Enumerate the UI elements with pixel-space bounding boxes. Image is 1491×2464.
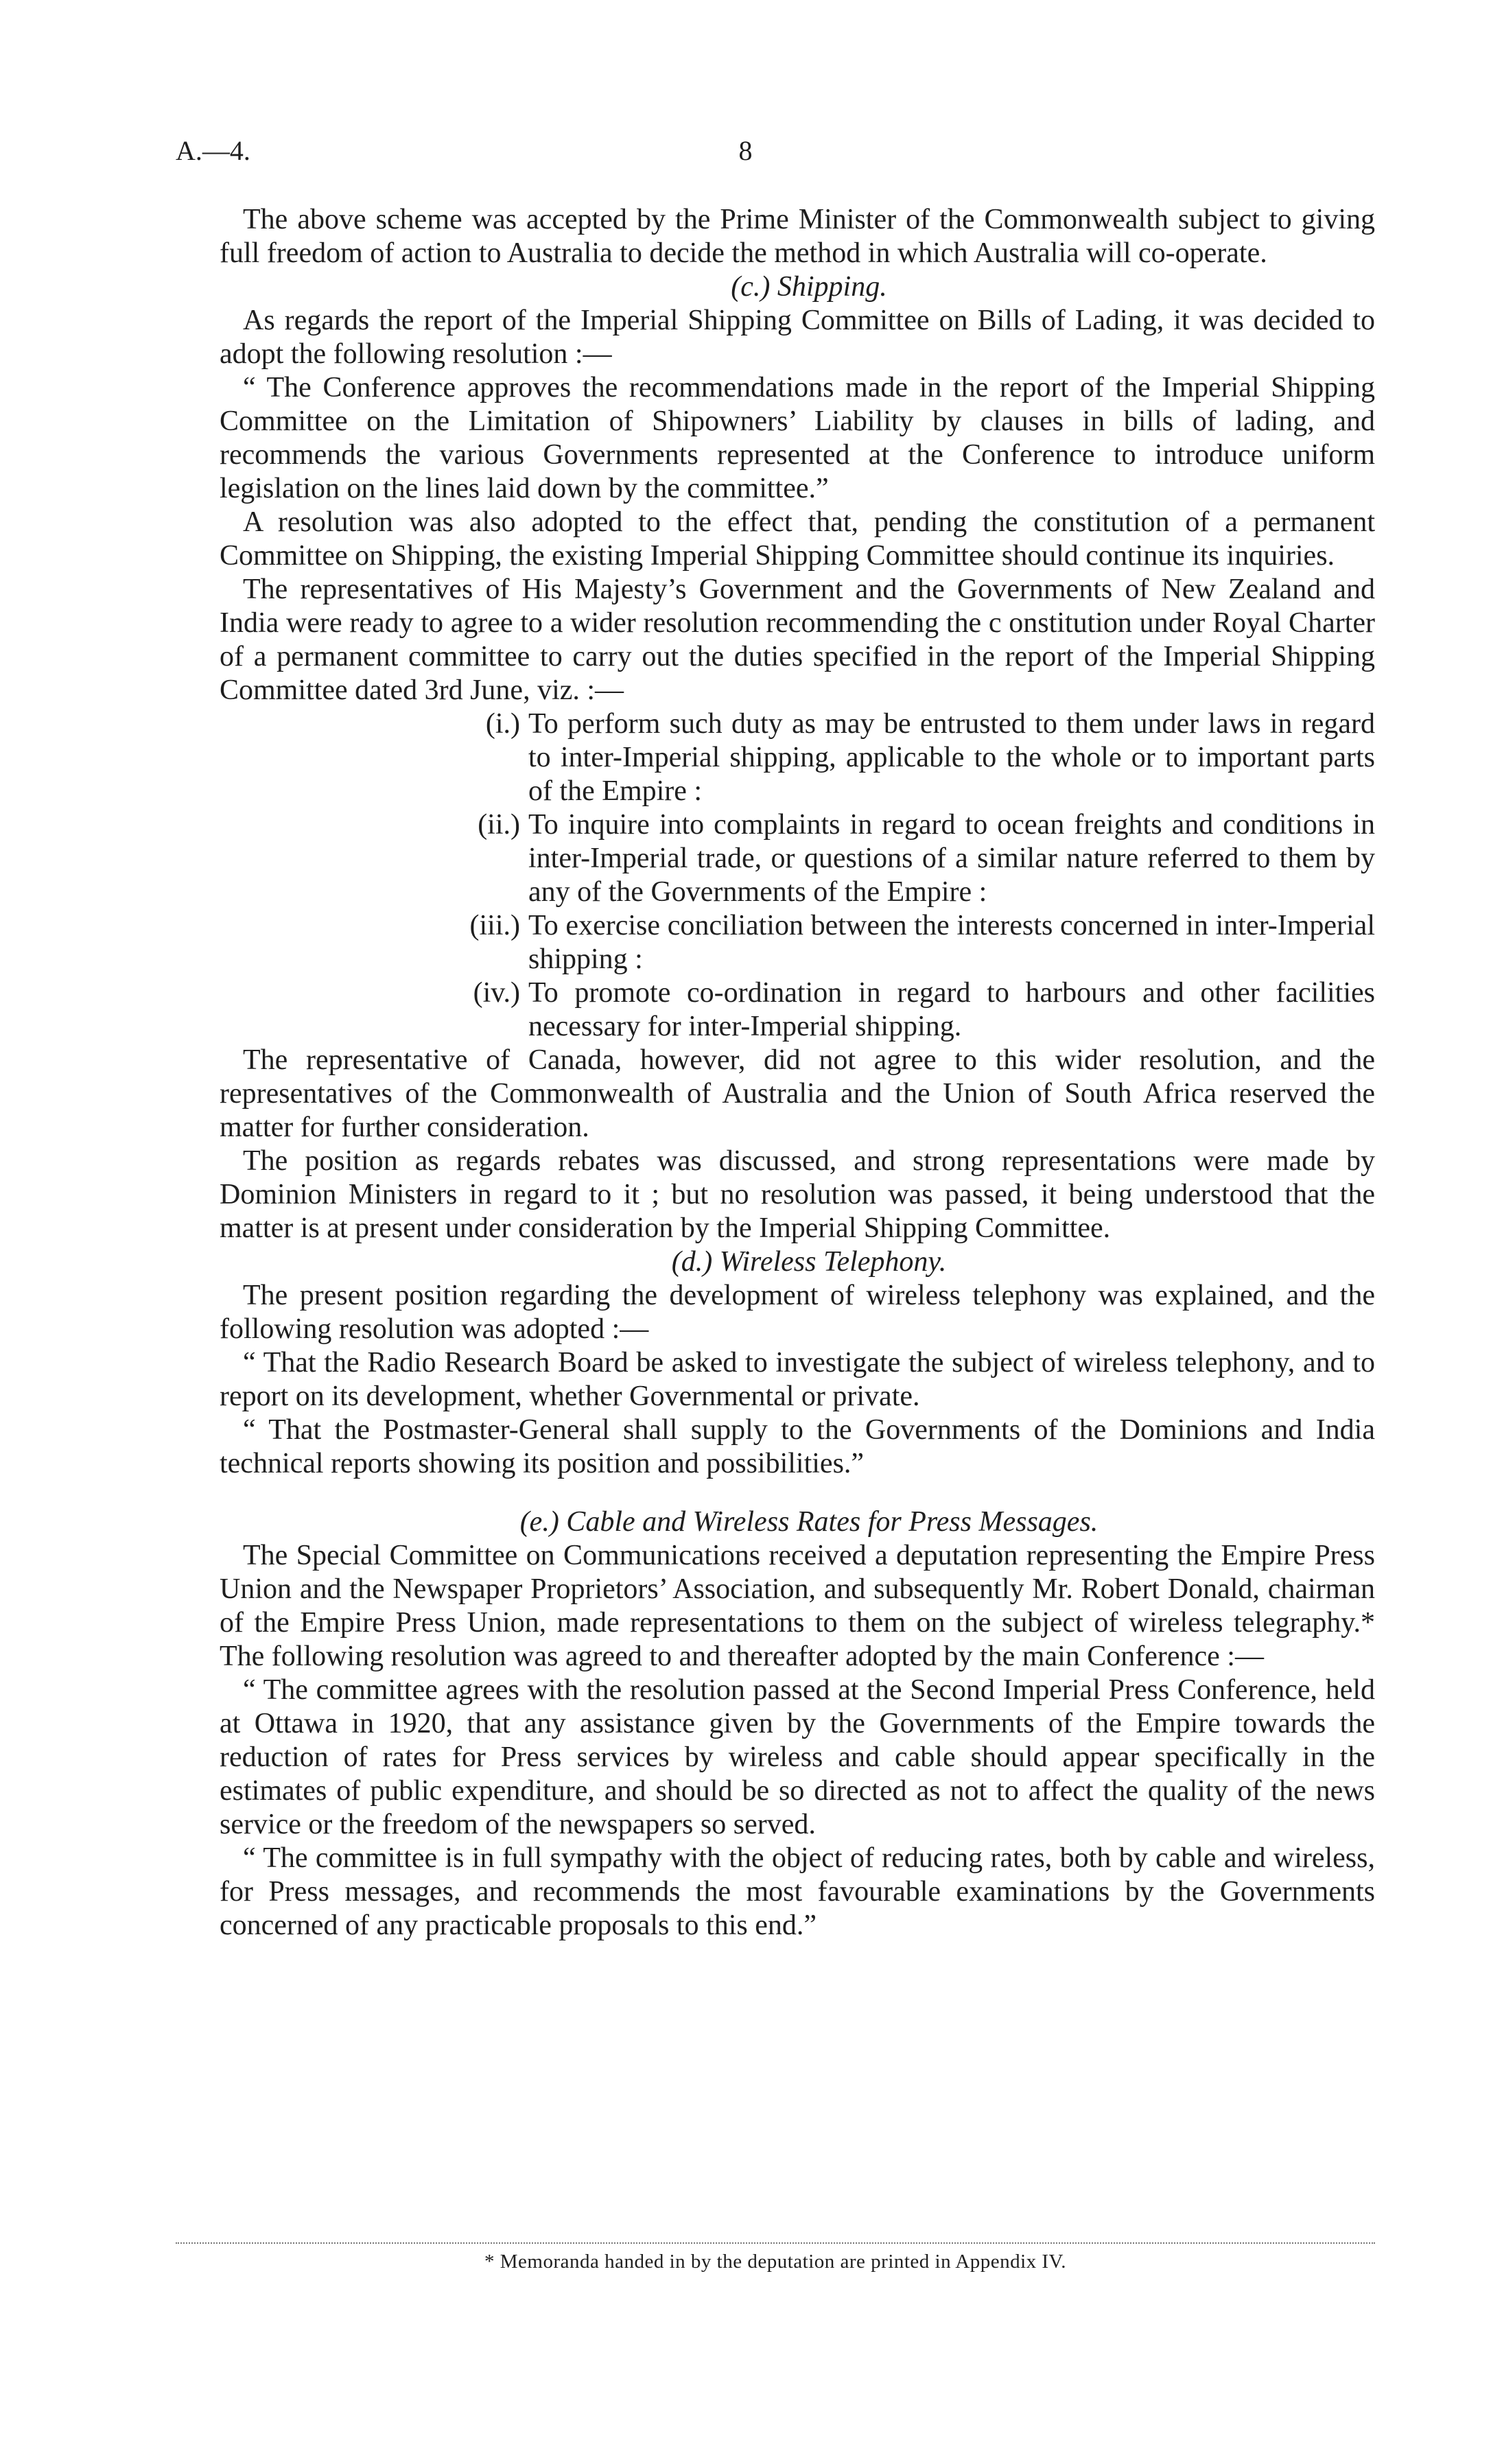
- duties-list: [220, 707, 1375, 1044]
- quoted-resolution: “ That the Radio Research Board be asked to investigate the subject of wireless telephony, and to report on its development, whether Governmental or private.: [220, 1347, 1375, 1412]
- paragraph: The present position regarding the development of wireless telephony was explained, and the following resolution was adopted :—: [220, 1280, 1375, 1345]
- section-heading-shipping: (c.) Shipping.: [731, 271, 887, 303]
- document-reference: A.—4.: [176, 135, 250, 166]
- section-heading-press-rates: (e.) Cable and Wireless Rates for Press Messages.: [519, 1506, 1099, 1538]
- quoted-resolution: “ The Conference approves the recommendations made in the report of the Imperial Shipping Committee on the Limitation of Shipowners’ Liability by clauses in bills of lading, and recommends the various Governments represented at the Conference to introduce uniform legislation on the lines laid down by the committee.”: [220, 372, 1375, 504]
- page-number: 8: [738, 135, 753, 166]
- footnote-divider: [176, 2242, 1375, 2244]
- list-item-text: To inquire into complaints in regard to ocean freights and conditions in inter-Imperial trade, or questions of a similar nature referred to them by any of the Governments of the Empire :: [528, 809, 1375, 908]
- quoted-resolution: “ That the Postmaster-General shall supply to the Governments of the Dominions and India technical reports showing its position and possibilities.”: [220, 1414, 1375, 1479]
- page-header: [176, 134, 1315, 176]
- paragraph: The position as regards rebates was discussed, and strong representations were made by Dominion Ministers in regard to it ; but no resolution was passed, it being understood that the matter is at present under consideration by the Imperial Shipping Committee.: [220, 1145, 1375, 1244]
- paragraph: The representative of Canada, however, did not agree to this wider resolution, and the representatives of the Commonwealth of Australia and the Union of South Africa reserved the matter for further consideration.: [220, 1044, 1375, 1143]
- paragraph: The above scheme was accepted by the Prime Minister of the Commonwealth subject to giving full freedom of action to Australia to decide the method in which Australia will co-operate.: [220, 204, 1375, 269]
- list-item-number: (iii.): [469, 910, 520, 941]
- list-item: [424, 707, 1375, 808]
- list-item: [424, 976, 1375, 1044]
- list-item-number: (i.): [485, 708, 520, 740]
- list-item-text: To promote co-ordination in regard to harbours and other facilities necessary for inter-Imperial shipping.: [528, 977, 1375, 1042]
- paragraph: The representatives of His Majesty’s Government and the Governments of New Zealand and India were ready to agree to a wider resolution recommending the c onstitution under Royal Charter of a permanent committee to carry out the duties specified in the report of the Imperial Shipping Committee dated 3rd June, viz. :—: [220, 574, 1375, 706]
- paragraph: The Special Committee on Communications received a deputation representing the Empire Press Union and the Newspaper Proprietors’ Association, and subsequently Mr. Robert Donald, chairman of the Empire Press Union, made representations to them on the subject of wireless telegraphy.* The following resolution was agreed to and thereafter adopted by the main Conference :—: [220, 1540, 1375, 1672]
- quoted-resolution: “ The committee is in full sympathy with the object of reducing rates, both by cable and wireless, for Press messages, and recommends the most favourable examinations by the Governments concerned of any practicable proposals to this end.”: [220, 1842, 1375, 1941]
- paragraph: As regards the report of the Imperial Shipping Committee on Bills of Lading, it was decided to adopt the following resolution :—: [220, 305, 1375, 370]
- document-body: [220, 203, 1375, 1943]
- list-item: [424, 808, 1375, 909]
- footnote: * Memoranda handed in by the deputation are printed in Appendix IV.: [484, 2251, 1066, 2273]
- section-heading-wireless-telephony: (d.) Wireless Telephony.: [671, 1246, 947, 1278]
- list-item-text: To perform such duty as may be entrusted to them under laws in regard to inter-Imperial shipping, applicable to the whole or to important parts of the Empire :: [528, 708, 1375, 807]
- list-item-number: (iv.): [473, 977, 520, 1009]
- list-item-text: To exercise conciliation between the interests concerned in inter-Imperial shipping :: [528, 910, 1375, 975]
- list-item-number: (ii.): [478, 809, 520, 841]
- quoted-resolution: “ The committee agrees with the resolution passed at the Second Imperial Press Conference, held at Ottawa in 1920, that any assistance given by the Governments of the Empire towards the reduction of rates for Press services by wireless and cable should appear specifically in the estimates of public expenditure, and should be so directed as not to affect the quality of the news service or the freedom of the newspapers so served.: [220, 1674, 1375, 1840]
- list-item: [424, 909, 1375, 976]
- paragraph: A resolution was also adopted to the effect that, pending the constitution of a permanent Committee on Shipping, the existing Imperial Shipping Committee should continue its inquiries.: [220, 506, 1375, 572]
